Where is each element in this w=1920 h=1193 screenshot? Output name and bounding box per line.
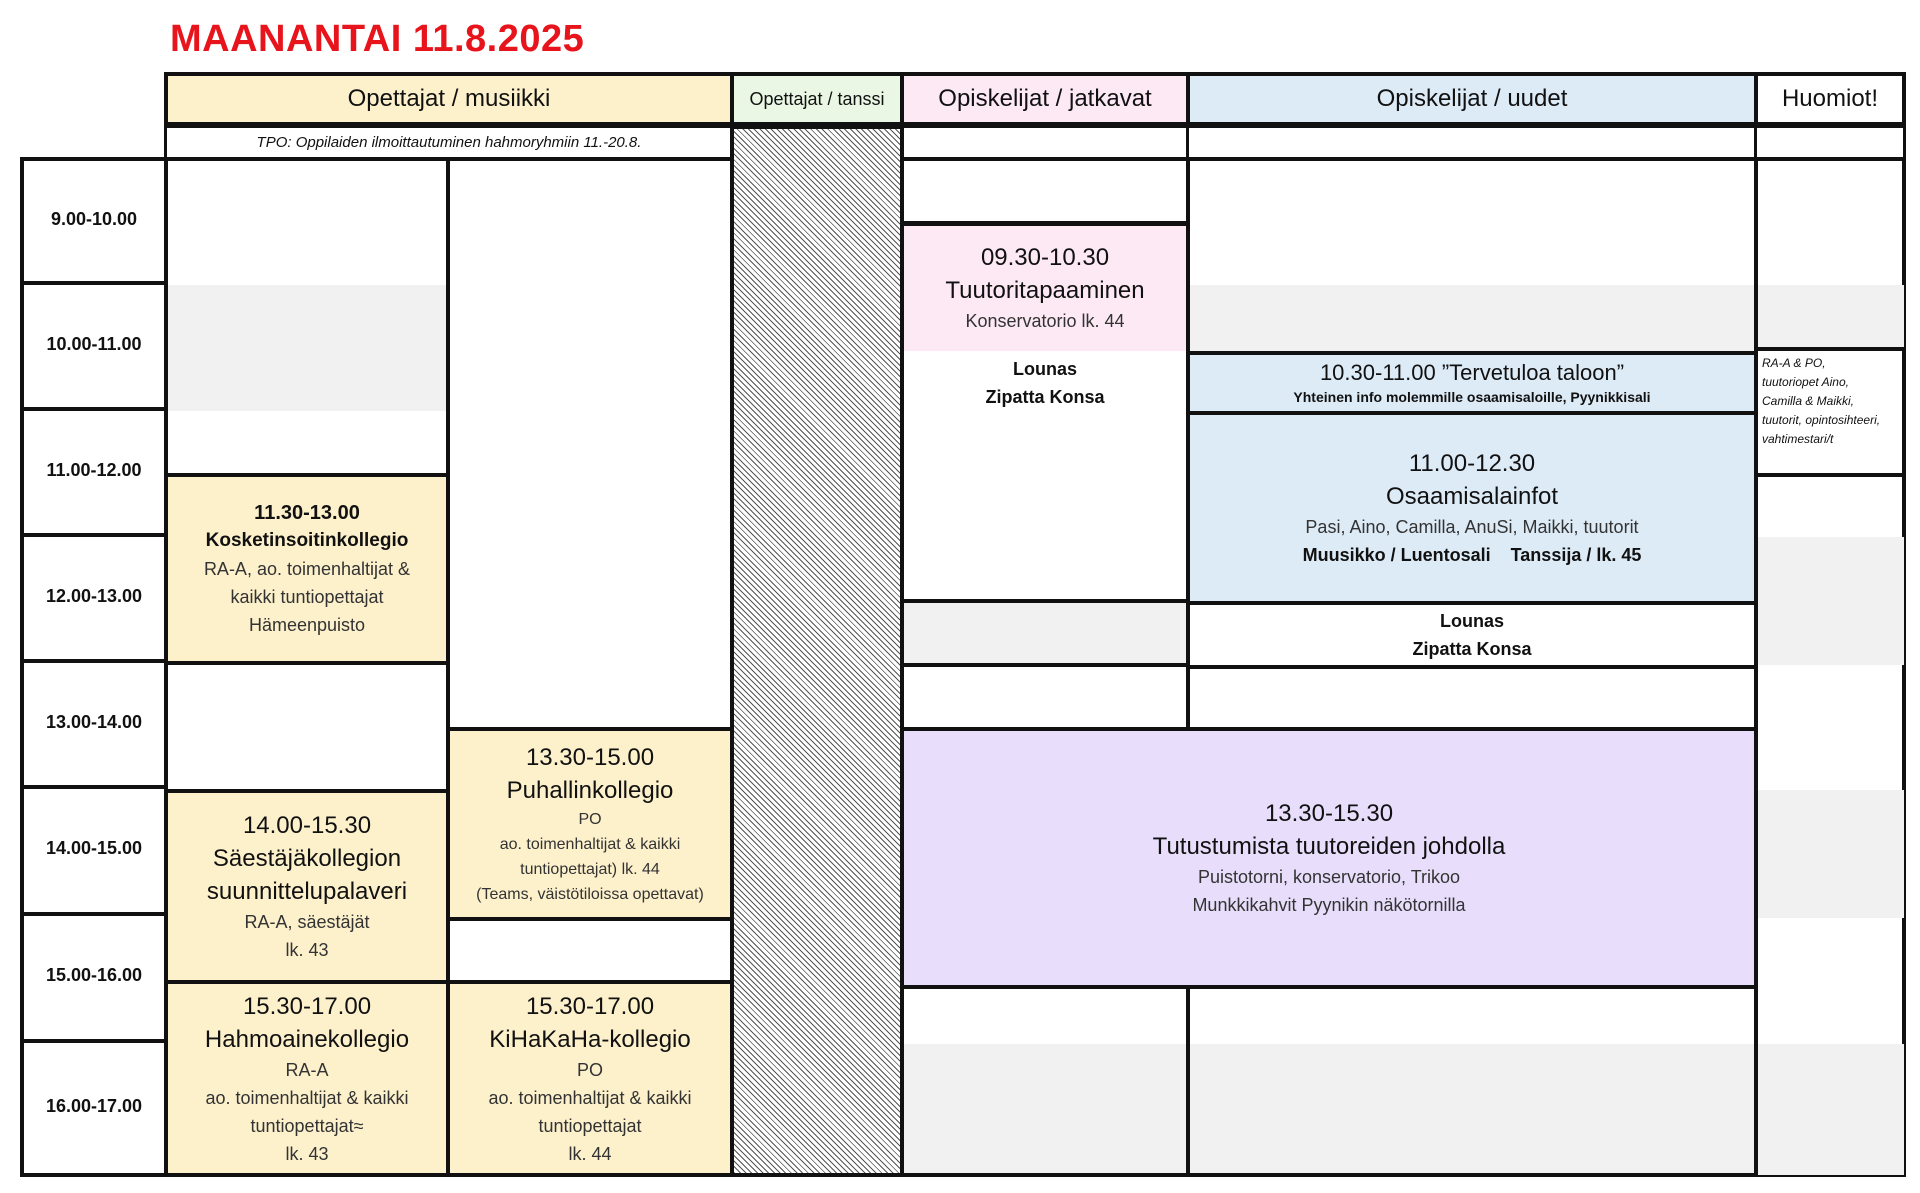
- event-time: 15.30-17.00: [242, 992, 372, 1020]
- event-title: Lounas: [1439, 611, 1504, 631]
- event-detail: PO: [578, 811, 602, 828]
- event-detail: (Teams, väistötiloissa opettavat): [476, 886, 704, 903]
- event-location: Konservatorio lk. 44: [965, 311, 1125, 331]
- subheader-cell-jatkavat: [900, 125, 1190, 160]
- event-location: lk. 43: [285, 1143, 329, 1164]
- event-title: Lounas: [1012, 359, 1077, 379]
- note-line: tuutoriopet Aino,: [1762, 375, 1849, 389]
- event-kosketinsoitinkollegio[interactable]: [164, 473, 450, 665]
- empty-cell: [446, 157, 734, 731]
- divider: [904, 222, 1186, 226]
- time-slot: 13.00-14.00: [20, 659, 168, 789]
- event-detail: kaikki tuntiopettajat: [230, 587, 384, 607]
- tpo-note: TPO: Oppilaiden ilmoittautuminen hahmoryhmiin 11.-20.8.: [164, 125, 734, 160]
- time-slot: 11.00-12.00: [20, 407, 168, 537]
- subheader-cell-uudet: [1186, 125, 1758, 160]
- event-detail: RA-A: [285, 1059, 329, 1080]
- event-location: lk. 43: [285, 940, 329, 960]
- event-detail: ao. toimenhaltijat & kaikki: [499, 836, 681, 853]
- event-title: 10.30-11.00 ”Tervetuloa taloon”: [1319, 360, 1625, 385]
- event-location: Hämeenpuisto: [248, 615, 366, 635]
- header-opiskelijat-jatkavat: Opiskelijat / jatkavat: [900, 72, 1190, 126]
- event-location: Zipatta Konsa: [985, 387, 1105, 407]
- empty-cell: [164, 157, 450, 477]
- note-line: vahtimestari/t: [1762, 432, 1834, 446]
- event-location: lk. 44: [568, 1143, 612, 1164]
- empty-cell: [1186, 157, 1758, 355]
- event-time: 11.30-13.00: [254, 502, 360, 524]
- event-location: Muusikko / Luentosali Tanssija / lk. 45: [1302, 545, 1642, 565]
- event-time: 15.30-17.00: [525, 992, 655, 1020]
- page-title: MAANANTAI 11.8.2025: [170, 18, 585, 60]
- time-slot: 12.00-13.00: [20, 533, 168, 663]
- event-title: Kosketinsoitinkollegio: [205, 530, 409, 551]
- event-time: 13.30-15.00: [525, 744, 655, 771]
- event-location: Zipatta Konsa: [1412, 639, 1532, 659]
- note-line: RA-A & PO,: [1762, 356, 1826, 370]
- event-detail: tuntiopettajat≈: [250, 1115, 364, 1136]
- event-title: Osaamisalainfot: [1385, 483, 1559, 510]
- event-title: Säestäjäkollegion: [212, 845, 402, 872]
- lounas-jatkavat[interactable]: [904, 351, 1186, 603]
- time-slot: 10.00-11.00: [20, 281, 168, 411]
- header-opiskelijat-uudet: Opiskelijat / uudet: [1186, 72, 1758, 126]
- event-detail: ao. toimenhaltijat & kaikki: [205, 1087, 409, 1108]
- subheader-cell-huomiot: [1754, 125, 1906, 160]
- event-detail: tuntiopettajat: [538, 1115, 642, 1136]
- event-detail: PO: [576, 1059, 603, 1080]
- empty-cell: [900, 157, 1190, 225]
- tanssi-column-hatched: [730, 125, 904, 1177]
- huomiot-note: [1754, 347, 1906, 477]
- event-detail: Puistotorni, konservatorio, Trikoo: [1197, 867, 1461, 887]
- event-kihakaha-kollegio[interactable]: [446, 980, 734, 1177]
- event-tuutoritapaaminen[interactable]: [904, 225, 1186, 351]
- empty-cell: [446, 917, 734, 984]
- time-slot: 9.00-10.00: [20, 157, 168, 285]
- note-line: tuutorit, opintosihteeri,: [1762, 413, 1881, 427]
- event-detail: RA-A, säestäjät: [244, 912, 370, 932]
- event-title: Tutustumista tuutoreiden johdolla: [1152, 833, 1506, 860]
- divider: [1754, 157, 1758, 1177]
- empty-cell: [900, 663, 1190, 731]
- time-column: [20, 157, 168, 1177]
- header-opettajat-musiikki: Opettajat / musiikki: [164, 72, 734, 126]
- event-puhallinkollegio[interactable]: [446, 727, 734, 921]
- event-detail: tuntiopettajat) lk. 44: [520, 861, 660, 878]
- event-tutustuminen[interactable]: [900, 727, 1758, 989]
- time-slot: 16.00-17.00: [45, 1095, 143, 1116]
- event-detail: Yhteinen info molemmille osaamisaloille, Pyynikkisali: [1293, 389, 1651, 405]
- event-saestajakollegio[interactable]: [164, 789, 450, 984]
- event-detail: Pasi, Aino, Camilla, AnuSi, Maikki, tuutorit: [1305, 517, 1639, 537]
- empty-cell: [164, 661, 450, 793]
- event-title: KiHaKaHa-kollegio: [489, 1025, 691, 1053]
- empty-cell: [900, 599, 1190, 667]
- event-time: 14.00-15.30: [242, 812, 372, 839]
- empty-cell: [900, 985, 1190, 1177]
- event-time: 09.30-10.30: [980, 244, 1110, 271]
- empty-cell: [1186, 985, 1758, 1177]
- event-detail: RA-A, ao. toimenhaltijat &: [203, 559, 411, 579]
- event-time: 11.00-12.30: [1408, 450, 1536, 477]
- event-title: suunnittelupalaveri: [206, 878, 408, 905]
- time-slot: 14.00-15.00: [20, 785, 168, 916]
- event-tervetuloa-taloon[interactable]: [1186, 351, 1758, 415]
- event-title: Hahmoainekollegio: [204, 1025, 410, 1053]
- header-opettajat-tanssi: Opettajat / tanssi: [730, 72, 904, 126]
- event-osaamisalainfot[interactable]: [1186, 411, 1758, 605]
- header-huomiot: Huomiot!: [1754, 72, 1906, 126]
- lounas-uudet[interactable]: [1186, 601, 1758, 669]
- note-line: Camilla & Maikki,: [1762, 394, 1855, 408]
- event-time: 13.30-15.30: [1264, 800, 1394, 827]
- event-title: Puhallinkollegio: [506, 777, 674, 804]
- event-title: Tuutoritapaaminen: [945, 277, 1145, 304]
- empty-cell: [1186, 665, 1758, 731]
- event-hahmoainekollegio[interactable]: [164, 980, 450, 1177]
- time-slot: 15.00-16.00: [20, 912, 168, 1043]
- event-detail: ao. toimenhaltijat & kaikki: [488, 1087, 692, 1108]
- event-detail: Munkkikahvit Pyynikin näkötornilla: [1192, 895, 1466, 915]
